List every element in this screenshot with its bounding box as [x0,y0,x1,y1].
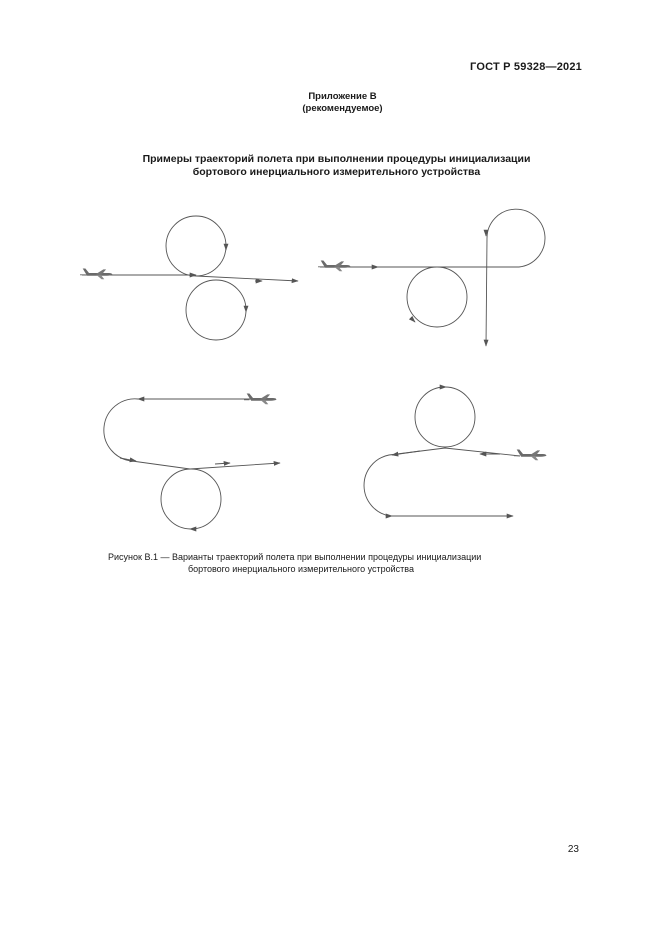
appendix-title: Приложение В [308,91,377,102]
page-number: 23 [567,844,579,855]
appendix-subtitle: (рекомендуемое) [302,103,383,114]
document-code: ГОСТ Р 59328—2021 [470,61,582,73]
section-title-line2: бортового инерциального измерительного устройства [192,166,481,178]
trajectory-variant-2 [320,209,545,346]
trajectory-variant-1 [82,216,298,340]
caption-line1: Рисунок В.1 — Варианты траекторий полета при выполнении процедуры инициализации [108,552,482,562]
trajectory-variant-3 [104,399,280,529]
airplane-icon [80,269,112,280]
figure-caption [108,551,481,575]
trajectory-variant-4 [364,387,520,516]
caption-line2: бортового инерциального измерительного устройства [188,564,414,574]
airplane-icon [318,261,350,272]
airplane-icon [514,450,546,461]
section-title-line1: Примеры траекторий полета при выполнении процедуры инициализации [142,153,531,165]
